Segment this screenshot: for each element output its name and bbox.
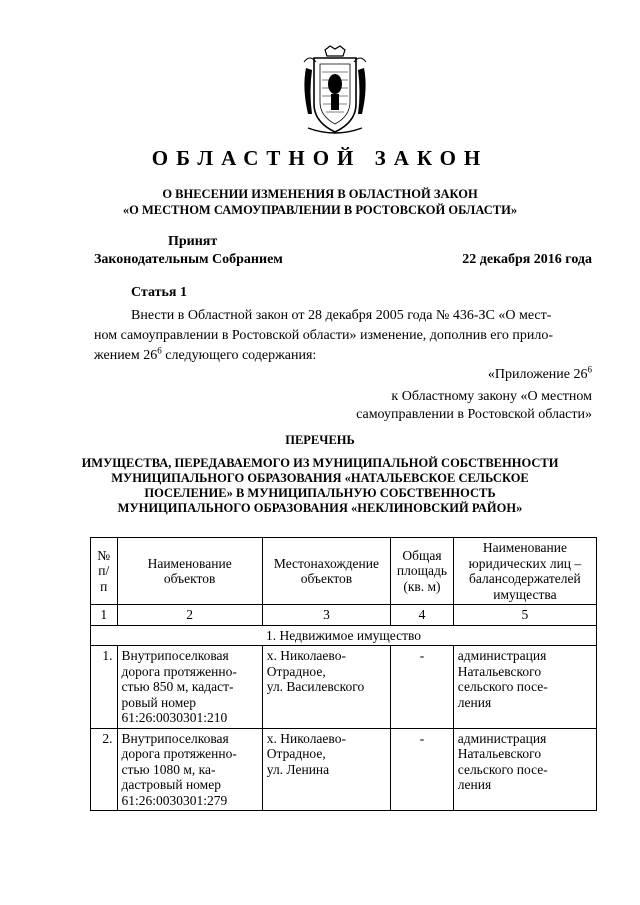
table-header-row bbox=[91, 538, 597, 605]
object-location: х. Николаево- Отрадное, ул. Василевского bbox=[262, 646, 390, 729]
balance-holder: администрация Натальевского сельского посе- ления bbox=[453, 646, 596, 729]
article-paragraph bbox=[94, 306, 592, 366]
subtitle-line: О ВНЕСЕНИИ ИЗМЕНЕНИЯ В ОБЛАСТНОЙ ЗАКОН bbox=[162, 187, 478, 201]
appendix-line: самоуправлении в Ростовской области» bbox=[356, 407, 592, 422]
header-cell-name: Наименование объектов bbox=[117, 538, 262, 605]
coat-of-arms-icon bbox=[300, 44, 370, 138]
paragraph-line: Внести в Областной закон от 28 декабря 2005 года № 436-ЗС «О мест- bbox=[131, 308, 552, 323]
object-name: Внутрипоселковая дорога протяженно- стью 850 м, кадаст- ровый номер 61:26:0030301:210 bbox=[117, 646, 262, 729]
list-subtitle-line: ИМУЩЕСТВА, ПЕРЕДАВАЕМОГО ИЗ МУНИЦИПАЛЬНОЙ СОБСТВЕННОСТИ bbox=[81, 456, 559, 470]
balance-holder: администрация Натальевского сельского посе- ления bbox=[453, 728, 596, 811]
column-number: 1 bbox=[91, 605, 118, 626]
row-number: 2. bbox=[91, 728, 118, 811]
column-number: 4 bbox=[391, 605, 454, 626]
object-location: х. Николаево- Отрадное, ул. Ленина bbox=[262, 728, 390, 811]
object-area: - bbox=[391, 646, 454, 729]
table-row bbox=[91, 728, 597, 811]
row-number: 1. bbox=[91, 646, 118, 729]
column-number: 3 bbox=[262, 605, 390, 626]
superscript: 6 bbox=[587, 364, 592, 375]
header-cell-holder: Наименование юридических лиц – балансодержателей имущества bbox=[453, 538, 596, 605]
list-subtitle-line: ПОСЕЛЕНИЕ» В МУНИЦИПАЛЬНУЮ СОБСТВЕННОСТЬ bbox=[144, 486, 496, 500]
adopted-body: Законодательным Собранием bbox=[94, 252, 283, 267]
list-subtitle bbox=[80, 456, 560, 516]
paragraph-line: ном самоуправлении в Ростовской области» изменение, дополнив его прило- bbox=[94, 328, 554, 343]
appendix-line: к Областному закону «О местном bbox=[391, 389, 592, 404]
law-subtitle bbox=[60, 186, 580, 218]
object-name: Внутрипоселковая дорога протяженно- стью 1080 м, ка- дастровый номер 61:26:0030301:279 bbox=[117, 728, 262, 811]
column-number: 2 bbox=[117, 605, 262, 626]
section-row bbox=[91, 625, 597, 646]
subtitle-line: «О МЕСТНОМ САМОУПРАВЛЕНИИ В РОСТОВСКОЙ ОБЛАСТИ» bbox=[122, 203, 518, 217]
header-cell-area: Общая площадь (кв. м) bbox=[391, 538, 454, 605]
appendix-heading bbox=[356, 366, 592, 424]
header-cell-number: № п/п bbox=[91, 538, 118, 605]
column-number: 5 bbox=[453, 605, 596, 626]
adopted-date: 22 декабря 2016 года bbox=[462, 252, 592, 267]
appendix-title: «Приложение $26^6$ bbox=[487, 364, 592, 382]
list-subtitle-line: МУНИЦИПАЛЬНОГО ОБРАЗОВАНИЯ «НАТАЛЬЕВСКОЕ СЕЛЬСКОЕ bbox=[111, 471, 529, 485]
column-number-row bbox=[91, 605, 597, 626]
list-subtitle-line: МУНИЦИПАЛЬНОГО ОБРАЗОВАНИЯ «НЕКЛИНОВСКИЙ РАЙОН» bbox=[117, 501, 523, 515]
adopted-label: Принят bbox=[168, 234, 218, 249]
table-row bbox=[91, 646, 597, 729]
object-area: - bbox=[391, 728, 454, 811]
law-title: ОБЛАСТНОЙ ЗАКОН bbox=[151, 146, 489, 170]
property-table bbox=[90, 537, 597, 811]
superscript: 6 bbox=[157, 345, 162, 356]
header-cell-location: Местонахождение объектов bbox=[262, 538, 390, 605]
paragraph-line: жением $26^6$ следующего содержания: bbox=[94, 345, 317, 363]
article-title: Статья 1 bbox=[131, 285, 187, 300]
section-title: 1. Недвижимое имущество bbox=[91, 625, 597, 646]
list-title: ПЕРЕЧЕНЬ bbox=[285, 433, 355, 447]
